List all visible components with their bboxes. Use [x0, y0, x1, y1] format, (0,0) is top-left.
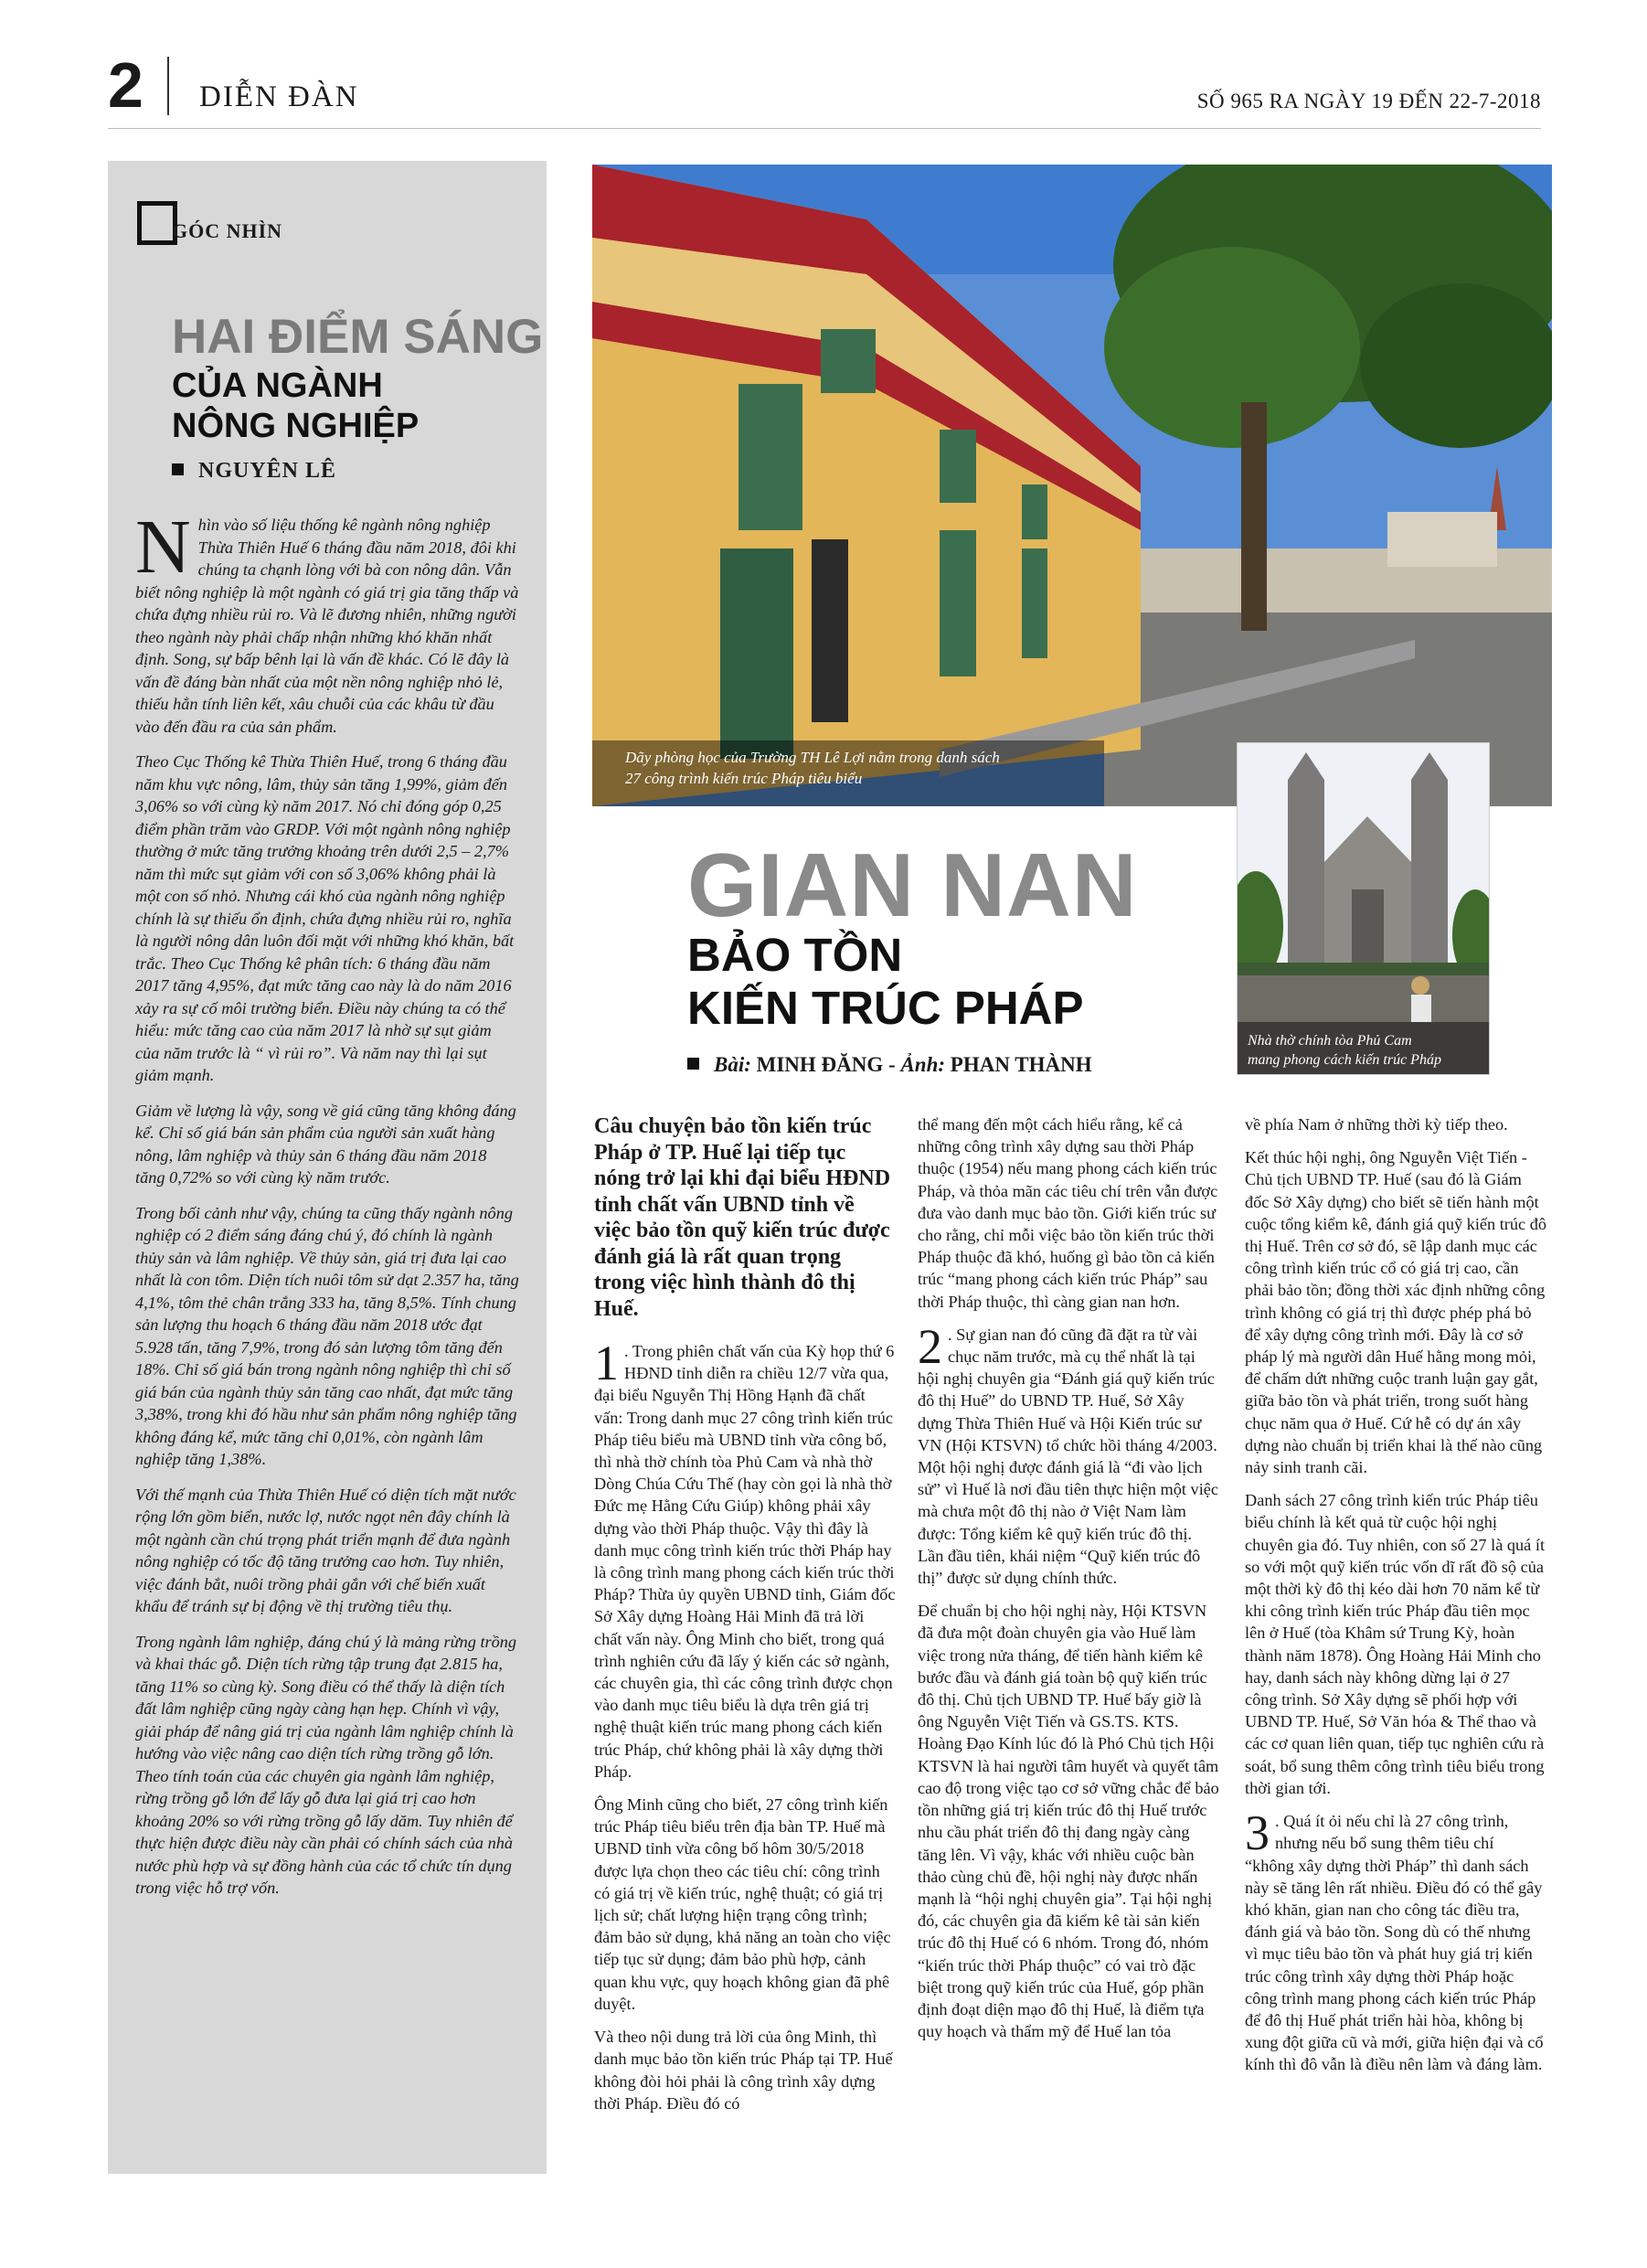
article-lead: Câu chuyện bảo tồn kiến trúc Pháp ở TP. Huế lại tiếp tục nóng trở lại khi đại biểu HĐND tỉnh chất vấn UBND tỉnh về việc bảo tồn quỹ kiến trúc được đánh giá là rất quan trọng trong việc hình thành đô thị Huế.	[594, 1114, 891, 1321]
issue-info: SỐ 965 RA NGÀY 19 ĐẾN 22-7-2018	[1196, 90, 1541, 112]
church-photo	[1237, 742, 1490, 1075]
school-building-photo	[592, 165, 1552, 806]
square-bullet-icon	[687, 1058, 699, 1070]
article-column-2	[918, 1113, 1219, 2053]
section-number: 3	[1245, 1805, 1270, 1861]
sidebar-paragraph: Nhìn vào số liệu thống kê ngành nông nghiệp Thừa Thiên Huế 6 tháng đầu năm 2018, đôi khi chúng ta chạnh lòng với bà con nông dân. Vẫn biết nông nghiệp là một ngành có giá trị gia tăng thấp và chứa đựng nhiều rủi ro. Và lẽ đương nhiên, những người theo ngành này phải chấp nhận những khó khăn nhất định. Song, sự bấp bênh lại là vấn đề khác. Có lẽ đây là vấn đề đáng bàn nhất của một nền nông nghiệp nhỏ lẻ, thiếu hẳn tính liên kết, xâu chuỗi của các khâu từ đầu vào đến đầu ra của sản phẩm.	[135, 505, 519, 736]
square-bullet-icon	[172, 463, 184, 475]
section-number: 2	[918, 1318, 942, 1374]
sidebar-body	[135, 505, 519, 1912]
article-title-line2: BẢO TỒN	[687, 929, 903, 981]
sidebar-paragraph: Trong ngành lâm nghiệp, đáng chú ý là mảng rừng trồng và khai thác gỗ. Diện tích rừng tập trung đạt 2.815 ha, tăng 11% so cùng kỳ. Song điều có thể thấy là diện tích đất lâm nghiệp cũng ngày càng hạn hẹp. Chính vì vậy, giải pháp để nâng giá trị của ngành lâm nghiệp chính là hướng vào việc nâng cao diện tích rừng trồng gỗ lớn. Theo tính toán của các chuyên gia ngành lâm nghiệp, rừng trồng gỗ lớn để lấy gỗ đưa lại giá trị cao hơn khoảng 20% so với rừng trồng gỗ lấy dăm. Tuy nhiên để thực hiện được điều này cần phải có chính sách của nhà nước phù hợp và sự đồng hành của các tổ chức tín dụng trong việc hỗ trợ vốn.	[135, 1632, 517, 1897]
header-rule	[108, 128, 1541, 129]
article-byline: Bài: MINH ĐĂNG - Ảnh: PHAN THÀNH	[687, 1053, 1092, 1077]
main-photo-caption: Dãy phòng học của Trường TH Lê Lợi nằm trong danh sách 27 công trình kiến trúc Pháp tiêu biểu	[625, 749, 1000, 787]
school-building-illustration	[592, 165, 1552, 806]
article-paragraph: 1 . Trong phiên chất vấn của Kỳ họp thứ 6 HĐND tỉnh diễn ra chiều 12/7 vừa qua, đại biểu Nguyễn Thị Hồng Hạnh đã chất vấn: Trong danh mục 27 công trình kiến trúc Pháp tiêu biểu mà UBND tỉnh vừa công bố, thì nhà thờ chính tòa Phủ Cam và nhà thờ Dòng Chúa Cứu Thế (hay còn gọi là nhà thờ Đức mẹ Hằng Cứu Giúp) không phải xây dựng vào thời Pháp thuộc. Vậy thì đây là danh mục công trình kiến trúc thời Pháp hay là công trình mang phong cách kiến trúc thời Pháp? Thừa ủy quyền UBND tỉnh, Giám đốc Sở Xây dựng Hoàng Hải Minh đã trả lời chất vấn này. Ông Minh cho biết, trong quá trình nghiên cứu đã lấy ý kiến các sở ngành, các chuyên gia, thì các công trình được chọn vào danh mục tiêu biểu là dựa trên giá trị nghệ thuật kiến trúc mang phong cách kiến trúc Pháp, chứ không phải là xây dựng thời Pháp.	[594, 1336, 896, 1781]
sidebar-title-rest	[172, 366, 419, 446]
sidebar-title-line3: NÔNG NGHIỆP	[172, 407, 420, 445]
sidebar-title-line1: HAI ĐIỂM SÁNG	[172, 310, 544, 364]
page-number: 2	[108, 49, 143, 121]
article-paragraph: 3 . Quá ít ỏi nếu chỉ là 27 công trình, nhưng nếu bổ sung thêm tiêu chí “không xây dựng thời Pháp” thì danh sách này sẽ tăng lên rất nhiều. Điều đó có thể gây khó khăn, gian nan cho công tác điều tra, đánh giá và bảo tồn. Song dù có thế nhưng vì mục tiêu bảo tồn và phát huy giá trị kiến trúc công trình xây dựng thời Pháp hoặc công trình mang phong cách kiến trúc Pháp để đô thị Huế phát triển hài hòa, không bị xung đột giữa cũ và mới, giữa hiện đại và cổ kính thì đô vẫn là điều nên làm và đáng làm.	[1245, 1805, 1544, 2074]
article-title-line1: GIAN NAN	[687, 835, 1138, 935]
sidebar-author	[172, 459, 336, 484]
sidebar-paragraph: Trong bối cảnh như vậy, chúng ta cũng thấy ngành nông nghiệp có 2 điểm sáng đáng chú ý, đó chính là ngành thủy sản và lâm nghiệp. Về thủy sản, giá trị đưa lại cao nhất là con tôm. Diện tích nuôi tôm sử dạt 2.357 ha, tăng 4,1%, tôm thẻ chân trắng 333 ha, tăng 8,5%. Tính chung sản lượng thu hoạch 6 tháng đầu năm 2018 ước đạt 5.928 tấn, tăng 7,9%, trong đó sản lượng tôm tăng đến 18%. Chỉ số giá bán trong ngành nông nghiệp thì chỉ số giá bán của ngành thủy sản tăng cao nhất, đạt mức tăng 3,38%, trong khi đó hầu như sản phẩm nông nghiệp tăng không đáng kể, mức tăng chỉ 0,01%, còn ngành lâm nghiệp tăng 1,38%.	[135, 1203, 519, 1468]
sidebar-paragraph: Theo Cục Thống kê Thừa Thiên Huế, trong 6 tháng đầu năm khu vực nông, lâm, thủy sản tăng 1,99%, giảm đến 3,06% so với cùng kỳ năm 2017. Nó chỉ đóng góp 0,25 điểm phần trăm vào GRDP. Với một ngành nông nghiệp thường ở mức tăng trưởng khoảng trên dưới 2,5 – 2,7% năm thì mức sụt giảm với con số 3,06% không phải là một con số nhỏ. Nhưng cái khó của ngành nông nghiệp chính là sự thiếu ổn định, chứa đựng nhiều rủi ro, nghĩa là người nông dân luôn đối mặt với những khó khăn, bất trắc. Theo Cục Thống kê phân tích: 6 tháng đầu năm 2017 tăng 4,95%, đạt mức tăng cao này là do năm 2016 xảy ra sự cố môi trường biển. Điều này chúng ta có thể hiểu: mức tăng cao của năm 2017 là nhờ sự sụt giảm của năm trước là “ vì rủi ro”. Và năm nay thì lại sụt giảm mạnh.	[135, 752, 515, 1084]
article-paragraph: 2 . Sự gian nan đó cũng đã đặt ra từ vài chục năm trước, mà cụ thể nhất là tại hội nghị chuyên gia “Đánh giá quỹ kiến trúc đô thị Huế” do UBND TP. Huế, Sở Xây dựng Thừa Thiên Huế và Hội Kiến trúc sư VN (Hội KTSVN) tổ chức hồi tháng 4/2003. Một hội nghị được đánh giá là “đi vào lịch sử” vì Huế là nơi đầu tiên thực hiện một việc mà chưa một đô thị nào ở Việt Nam làm được: Tổng kiểm kê quỹ kiến trúc đô thị. Lần đầu tiên, khái niệm “Quỹ kiến trúc đô thị” được sử dụng chính thức.	[918, 1318, 1219, 1588]
section-title: DIỄN ĐÀN	[199, 80, 359, 113]
sidebar-paragraph: Giảm về lượng là vậy, song về giá cũng tăng không đáng kể. Chỉ số giá bán sản phẩm của người sản xuất hàng nông, lâm nghiệp và thủy sản 6 tháng đầu năm 2018 tăng 0,72% so với cùng kỳ năm trước.	[135, 1101, 516, 1187]
article-paragraph: Kết thúc hội nghị, ông Nguyễn Việt Tiến - Chủ tịch UBND TP. Huế (sau đó là Giám đốc Sở Xây dựng) cho biết sẽ tiến hành một cuộc tổng kiểm kê, đánh giá quỹ kiến trúc đô thị Huế. Trên cơ sở đó, sẽ lập danh mục các công trình kiến trúc cổ có giá trị cao, cần phải bảo tồn; đồng thời xác định những công trình không có giá trị thì được phép phá bỏ để xây dựng công trình mới. Đây là cơ sở pháp lý mà người dân Huế hằng mong mỏi, để chấm dứt những cuộc tranh luận gay gắt, giữa bảo tồn và phát triển, trong suốt hàng chục năm qua ở Huế. Cứ hễ có dự án xây dựng nào chuẩn bị triển khai là thế nào cũng nảy sinh tranh cãi.	[1245, 1148, 1546, 1477]
article-title-line3: KIẾN TRÚC PHÁP	[687, 982, 1084, 1034]
article-column-1	[594, 1113, 896, 2125]
drop-cap: N	[135, 505, 191, 590]
article-paragraph: Và theo nội dung trả lời của ông Minh, thì danh mục bảo tồn kiến trúc Pháp tại TP. Huế không đòi hỏi phải là công trình xây dựng thời Pháp. Điều đó có	[594, 2028, 893, 2113]
sidebar-title-line2: CỦA NGÀNH	[172, 367, 383, 405]
article-paragraph: Ông Minh cũng cho biết, 27 công trình kiến trúc Pháp tiêu biểu trên địa bàn TP. Huế mà UBND tỉnh vừa công bố hôm 30/5/2018 được lựa chọn theo các tiêu chí: công trình có giá trị về kiến trúc, nghệ thuật; có giá trị lịch sử; chất lượng hiện trạng công trình; đảm bảo sử dụng, khả năng an toàn cho việc tiếp tục sử dụng; đảm bảo phù hợp, cảnh quan khu vực, quy hoạch không gian đã phê duyệt.	[594, 1795, 891, 2013]
header-separator	[167, 57, 169, 115]
article-paragraph: Để chuẩn bị cho hội nghị này, Hội KTSVN đã đưa một đoàn chuyên gia vào Huế làm việc trong nửa tháng, để tiến hành kiểm kê bước đầu và đánh giá toàn bộ quỹ kiến trúc đô thị. Chủ tịch UBND TP. Huế bấy giờ là ông Nguyễn Việt Tiến và GS.TS. KTS. Hoàng Đạo Kính lúc đó là Phó Chủ tịch Hội KTSVN là hai người tâm huyết và quyết tâm cao độ trong việc tạo cơ sở vững chắc để bảo tồn những giá trị kiến trúc đô thị Huế trước nhu cầu phát triển đô thị đang ngày càng tăng lên. Vì vậy, khác với nhiều cuộc bàn thảo cùng chủ đề, hội nghị này được nhấn mạnh là “hội nghị chuyên gia”. Tại hội nghị đó, các chuyên gia đã kiểm kê tài sản kiến trúc đô thị Huế có 6 nhóm. Trong đó, nhóm “kiến trúc thời Pháp thuộc” có vai trò đặc biệt trong quỹ kiến trúc của Huế, góp phần định đoạt diện mạo đô thị Huế, là điểm tựa quy hoạch và thẩm mỹ để Huế lan tỏa	[918, 1602, 1219, 2041]
church-illustration	[1238, 743, 1489, 1074]
article-paragraph: thể mang đến một cách hiểu rằng, kể cả những công trình xây dựng sau thời Pháp thuộc (1954) nếu mang phong cách kiến trúc Pháp, và thỏa mãn các tiêu chí trên vẫn được đưa vào danh mục bảo tồn. Giới kiến trúc sư cho rằng, chỉ mỗi việc bảo tồn kiến trúc thời Pháp thuộc đã khó, huống gì bảo tồn cả kiến trúc “mang phong cách kiến trúc Pháp” sau thời Pháp thuộc, thì càng gian nan hơn.	[918, 1115, 1218, 1311]
article-column-3	[1245, 1113, 1546, 2087]
sidebar-author-name: NGUYÊN LÊ	[198, 459, 337, 483]
article-title-rest	[687, 929, 1084, 1035]
article-paragraph: về phía Nam ở những thời kỳ tiếp theo.	[1245, 1115, 1508, 1134]
church-photo-caption: Nhà thờ chính tòa Phủ Cam mang phong cách kiến trúc Pháp	[1248, 1033, 1441, 1068]
article-paragraph: Danh sách 27 công trình kiến trúc Pháp tiêu biểu chính là kết quả từ cuộc hội nghị chuyên gia đó. Tuy nhiên, con số 27 là quá ít so với một quỹ kiến trúc vốn dĩ rất đồ sộ của một thời kỳ đô thị kéo dài hơn 70 năm kể từ khi công trình kiến trúc Pháp đầu tiên mọc lên ở Huế (tòa Khâm sứ Trung Kỳ, hoàn thành năm 1878). Ông Hoàng Hải Minh cho hay, danh sách này không dừng lại ở 27 công trình. Sở Xây dựng sẽ phối hợp với UBND TP. Huế, Sở Văn hóa & Thể thao và các cơ quan liên quan, tiếp tục nghiên cứu rà soát, bổ sung thêm công trình tiêu biểu trong thời gian tới.	[1245, 1491, 1546, 1797]
section-number: 1	[594, 1336, 619, 1390]
sidebar-label: GÓC NHÌN	[172, 219, 283, 242]
sidebar-paragraph: Với thế mạnh của Thừa Thiên Huế có diện tích mặt nước rộng lớn gồm biển, nước lợ, nước ngọt nên đây chính là một ngành cần chú trọng phát triển mạnh để đưa ngành nông nghiệp có tốc độ tăng trưởng cao hơn. Tuy nhiên, việc đánh bắt, nuôi trồng phải gắn với chế biến xuất khẩu để tránh sự bị động về thị trường tiêu thụ.	[135, 1485, 516, 1615]
